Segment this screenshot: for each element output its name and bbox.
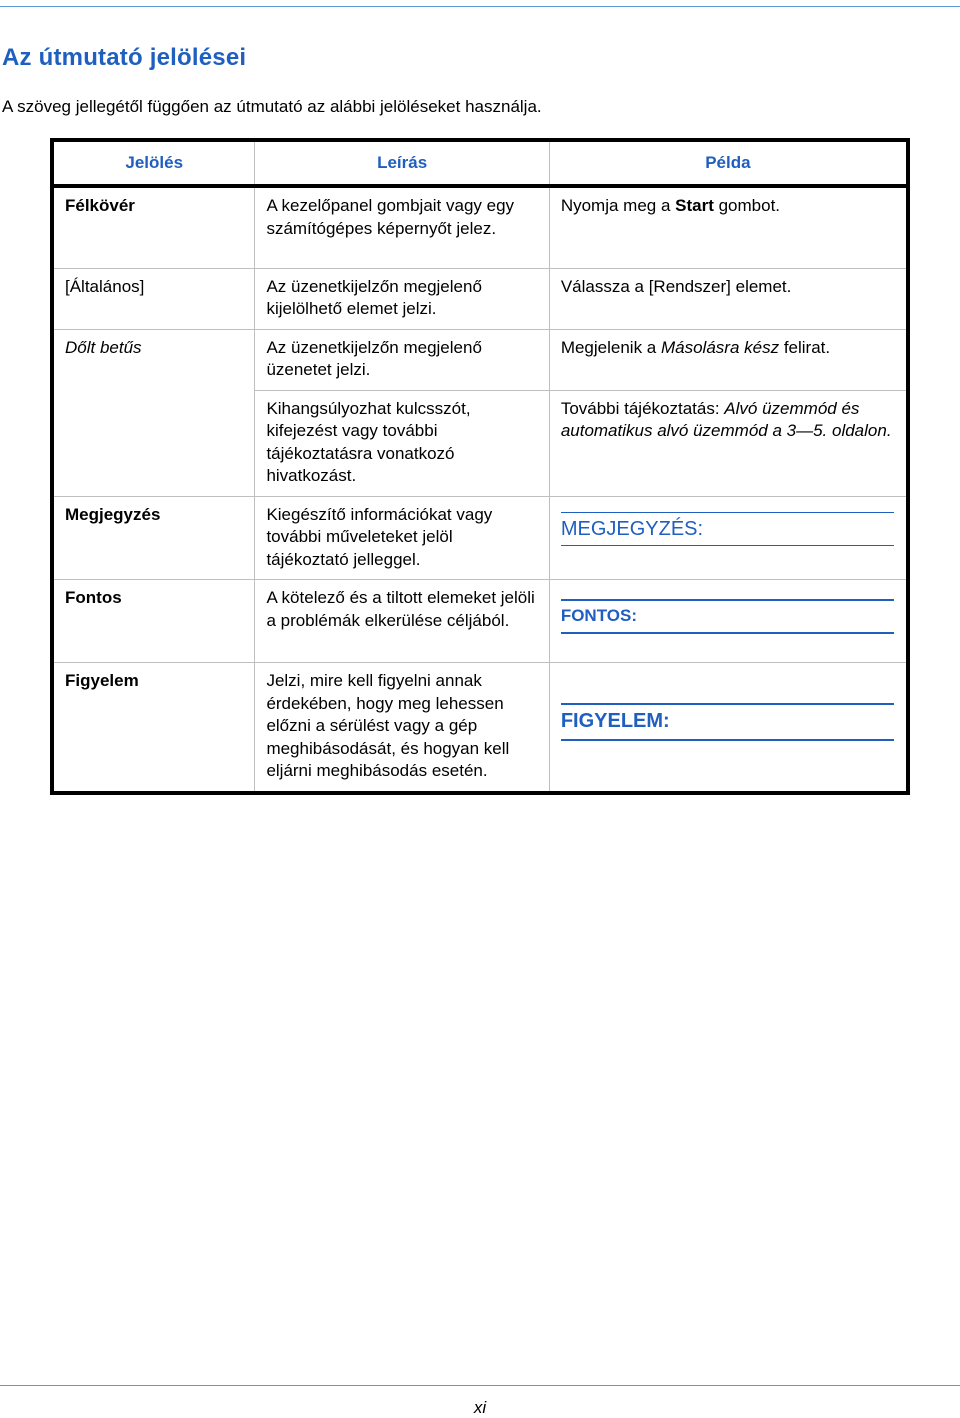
conventions-table	[50, 138, 910, 795]
example-emphasis: Másolásra kész	[660, 337, 780, 357]
table-row	[52, 580, 908, 663]
header-example: Példa	[549, 140, 908, 186]
mark-cell: Félkövér	[65, 196, 135, 215]
example-emphasis: Start	[675, 196, 714, 215]
description-cell: Kihangsúlyozhat kulcsszót, kifejezést vagy további tájékoztatásra vonatkozó hivatkozást.	[255, 390, 549, 496]
example-cell	[549, 496, 908, 580]
example-cell	[549, 663, 908, 793]
description-cell: Jelzi, mire kell figyelni annak érdekében, hogy meg lehessen előzni a sérülést vagy a gép meghibásodását, és hogyan kell eljárni meghibásodás esetén.	[255, 663, 549, 793]
example-cell	[549, 186, 908, 268]
bottom-rule	[0, 1385, 960, 1386]
mark-cell	[52, 390, 255, 496]
caution-example	[561, 703, 894, 741]
important-label: FONTOS:	[560, 606, 637, 625]
important-bottom-line	[561, 632, 894, 634]
note-example	[561, 512, 894, 546]
example-cell	[549, 329, 908, 390]
table-row	[52, 390, 908, 496]
table-header-row	[52, 140, 908, 186]
mark-cell: Megjegyzés	[52, 496, 255, 580]
header-mark: Jelölés	[52, 140, 255, 186]
table-row	[52, 496, 908, 580]
table-row	[52, 268, 908, 329]
mark-cell: Figyelem	[52, 663, 255, 793]
example-text: További tájékoztatás:	[560, 398, 725, 418]
note-bottom-line	[561, 545, 894, 546]
description-cell: Az üzenetkijelzőn megjelenő üzenetet jelzi.	[255, 329, 549, 390]
top-rule	[0, 6, 960, 7]
header-description: Leírás	[255, 140, 549, 186]
caution-label: FIGYELEM:	[560, 710, 670, 732]
page-title: Az útmutató jelölései	[2, 44, 247, 71]
table-row	[52, 329, 908, 390]
example-cell	[549, 390, 908, 496]
description-cell: Kiegészítő információkat vagy további műveleteket jelöl tájékoztató jelleggel.	[255, 496, 549, 580]
description-cell: A kötelező és a tiltott elemeket jelöli a problémák elkerülése céljából.	[255, 580, 549, 663]
example-text: Nyomja meg a	[560, 196, 676, 215]
table-row	[52, 186, 908, 268]
mark-cell: [Általános]	[52, 268, 255, 329]
page-number: xi	[473, 1398, 487, 1417]
example-text: gombot.	[713, 196, 781, 215]
table-row	[52, 663, 908, 793]
caution-bottom-line	[561, 739, 894, 741]
important-example	[561, 599, 894, 634]
example-cell: Válassza a [Rendszer] elemet.	[549, 268, 908, 329]
example-text: Megjelenik a	[560, 337, 661, 357]
note-label: MEGJEGYZÉS:	[560, 517, 704, 540]
description-cell: Az üzenetkijelzőn megjelenő kijelölhető elemet jelzi.	[255, 268, 549, 329]
example-cell	[549, 580, 908, 663]
description-cell: A kezelőpanel gombjait vagy egy számítógépes képernyőt jelez.	[255, 186, 549, 268]
intro-text: A szöveg jellegétől függően az útmutató az alábbi jelöléseket használja.	[2, 97, 542, 116]
mark-cell: Fontos	[52, 580, 255, 663]
mark-cell: Dőlt betűs	[52, 329, 255, 390]
example-text: felirat.	[779, 337, 831, 357]
example-emphasis: Alvó üzemmód és automatikus alvó üzemmód a 3—5. oldalon.	[560, 398, 892, 440]
